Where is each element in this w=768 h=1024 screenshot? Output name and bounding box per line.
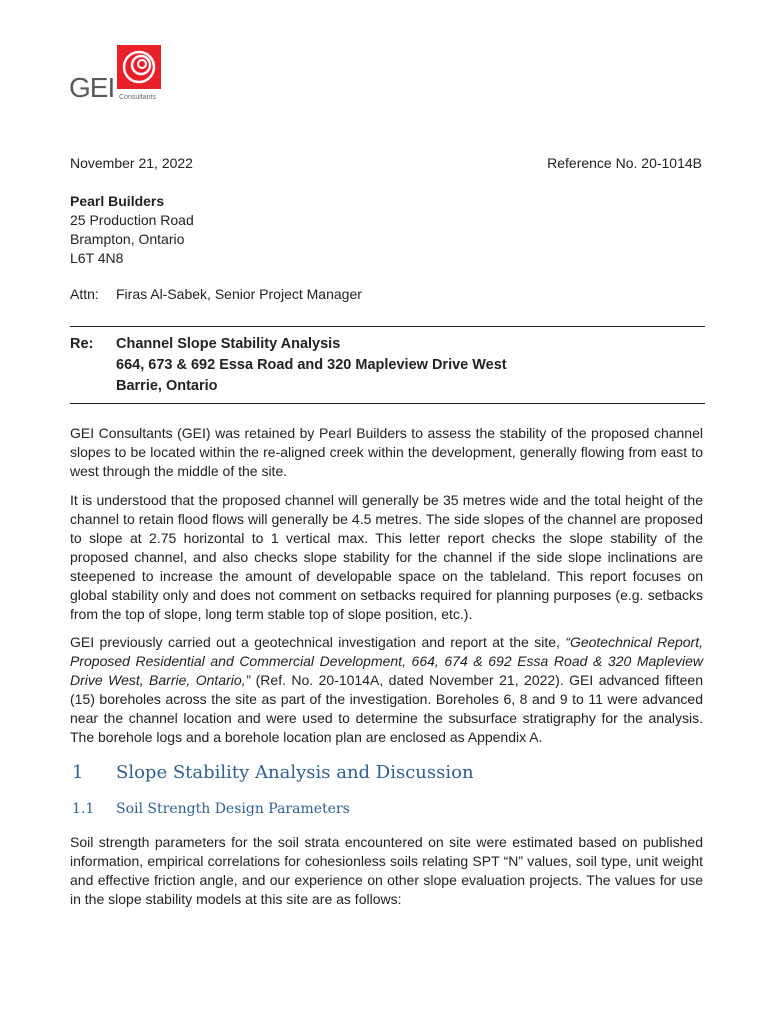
reference-number: Reference No. 20-1014B xyxy=(547,155,702,171)
divider-top xyxy=(70,326,705,327)
subject-line-1: Channel Slope Stability Analysis xyxy=(116,336,341,352)
paragraph-4: Soil strength parameters for the soil strata encountered on site were estimated based on published information, empirical correlations for cohesionless soils relating SPT “N” values, soil type, unit weight and effective friction angle, and our experience on other slope evaluation projects. The values for use in the slope stability models at this site are as follows: xyxy=(70,834,703,907)
subject-line-2: 664, 673 & 692 Essa Road and 320 Mapleview Drive West xyxy=(116,357,507,373)
section-1-1-number: 1.1 xyxy=(72,801,95,817)
logo-wordmark: GEI xyxy=(69,72,115,103)
divider-bottom xyxy=(70,403,705,404)
recipient-street: 25 Production Road xyxy=(70,212,194,228)
attn-label: Attn: xyxy=(70,286,99,302)
recipient-company: Pearl Builders xyxy=(70,193,165,209)
report-title-citation: “Geotechnical Report, Proposed Residential and Commercial Development, 664, 674 & 692 Essa Road & 320 Mapleview Drive West, Barrie, Ontario,” xyxy=(70,634,703,688)
paragraph-1: GEI Consultants (GEI) was retained by Pearl Builders to assess the stability of the proposed channel slopes to be located within the re-aligned creek within the development, generally flowing from east to west through the middle of the site. xyxy=(70,425,703,479)
subject-line-3: Barrie, Ontario xyxy=(116,378,218,394)
paragraph-2: It is understood that the proposed channel will generally be 35 metres wide and the total height of the channel to retain flood flows will generally be 4.5 metres. The side slopes of the channel are proposed to slope at 2.75 horizontal to 1 vertical max. This letter report checks the slope stability of the proposed channel, and also checks slope stability for the channel if the side slope inclinations are steepened to increase the amount of developable space on the tableland. This report focuses on global stability only and does not comment on setbacks required for planning purposes (e.g. setbacks from the top of slope, long term stable top of slope position, etc.). xyxy=(70,492,703,622)
paragraph-3-start: GEI previously carried out a geotechnical investigation and report at the site, xyxy=(70,634,566,650)
section-1-title: Slope Stability Analysis and Discussion xyxy=(116,762,474,783)
section-1-1-title: Soil Strength Design Parameters xyxy=(116,801,350,817)
logo-subtitle: Consultants xyxy=(119,94,156,101)
paragraph-3 xyxy=(70,633,703,747)
attn-name: Firas Al-Sabek, Senior Project Manager xyxy=(116,286,362,302)
company-logo xyxy=(69,45,169,105)
section-1-number: 1 xyxy=(72,762,84,783)
recipient-address xyxy=(70,192,194,268)
re-label: Re: xyxy=(70,336,94,352)
attention-line xyxy=(70,286,362,302)
recipient-postal: L6T 4N8 xyxy=(70,250,124,266)
letter-date: November 21, 2022 xyxy=(70,155,193,171)
section-1-1-heading xyxy=(72,801,350,817)
recipient-city: Brampton, Ontario xyxy=(70,231,185,247)
gei-logo-icon xyxy=(117,45,161,89)
section-1-heading xyxy=(72,762,474,783)
paragraph-3-end: (Ref. No. 20-1014A, dated November 21, 2022). GEI advanced fifteen (15) boreholes across the site as part of the investigation. Boreholes 6, 8 and 9 to 11 were advanced near the channel location and were used to determine the subsurface stratigraphy for the analysis. The borehole logs and a borehole location plan are enclosed as Appendix A. xyxy=(70,672,704,745)
